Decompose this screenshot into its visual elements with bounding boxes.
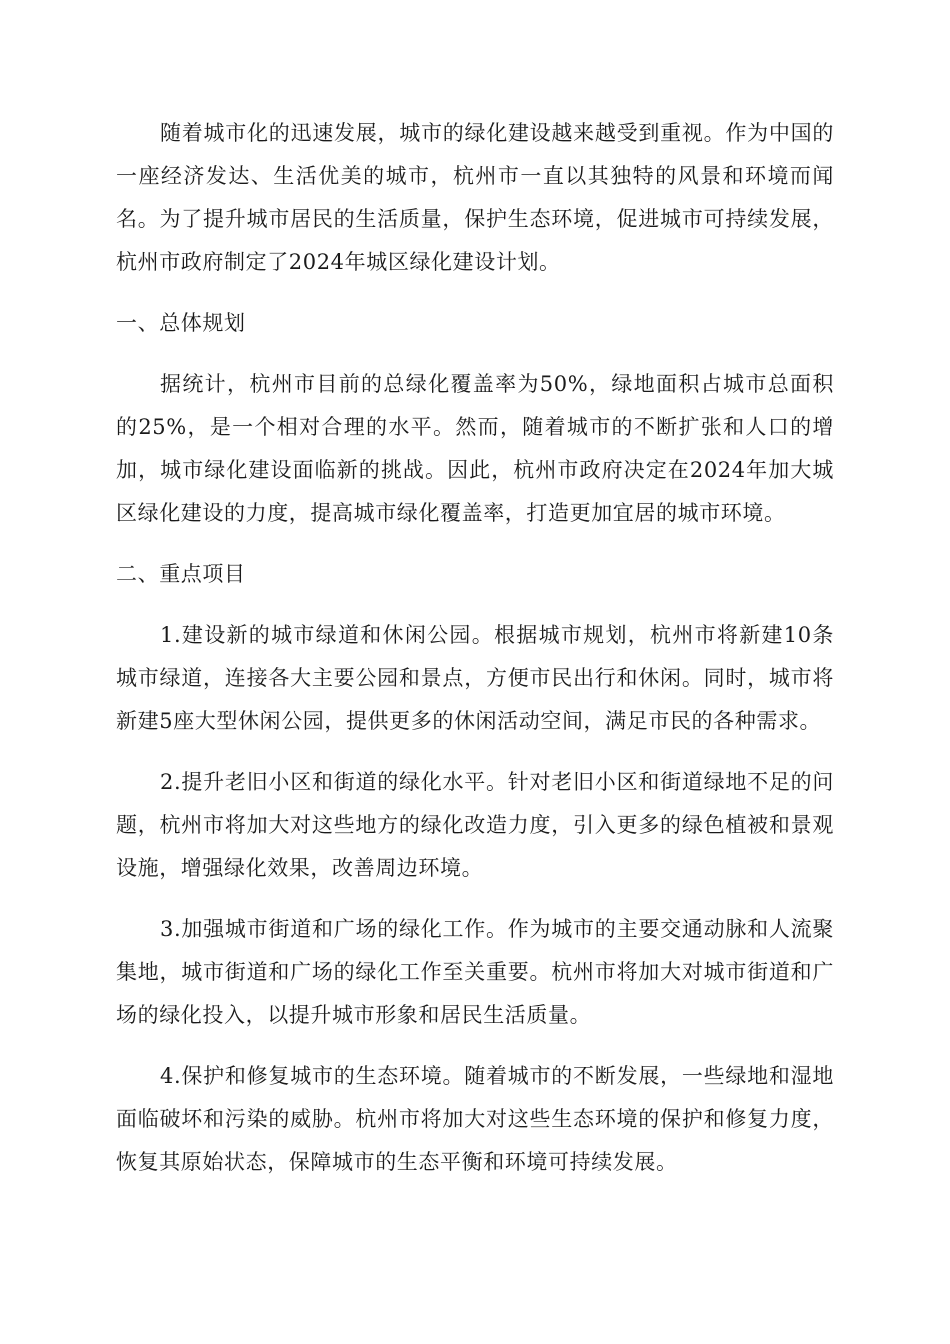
section1-paragraph: 据统计，杭州市目前的总绿化覆盖率为50%，绿地面积占城市总面积的25%，是一个相对合理的水平。然而，随着城市的不断扩张和人口的增加，城市绿化建设面临新的挑战。因此，杭州市政府决定在2024年加大城区绿化建设的力度，提高城市绿化覆盖率，打造更加宜居的城市环境。 — [116, 372, 834, 525]
section-heading-key-projects: 二、重点项目 — [116, 562, 246, 586]
project-item-4: 4.保护和修复城市的生态环境。随着城市的不断发展，一些绿地和湿地面临破坏和污染的威胁。杭州市将加大对这些生态环境的保护和修复力度，恢复其原始状态，保障城市的生态平衡和环境可持续发展。 — [116, 1064, 834, 1174]
project-item-1: 1.建设新的城市绿道和休闲公园。根据城市规划，杭州市将新建10条城市绿道，连接各大主要公园和景点，方便市民出行和休闲。同时，城市将新建5座大型休闲公园，提供更多的休闲活动空间，满足市民的各种需求。 — [116, 623, 834, 733]
intro-paragraph: 随着城市化的迅速发展，城市的绿化建设越来越受到重视。作为中国的一座经济发达、生活优美的城市，杭州市一直以其独特的风景和环境而闻名。为了提升城市居民的生活质量，保护生态环境，促进城市可持续发展，杭州市政府制定了2024年城区绿化建设计划。 — [116, 121, 834, 274]
section-heading-overall-plan: 一、总体规划 — [116, 311, 246, 335]
document-body — [116, 112, 834, 1184]
project-item-3: 3.加强城市街道和广场的绿化工作。作为城市的主要交通动脉和人流聚集地，城市街道和广场的绿化工作至关重要。杭州市将加大对城市街道和广场的绿化投入，以提升城市形象和居民生活质量。 — [116, 917, 834, 1027]
project-item-2: 2.提升老旧小区和街道的绿化水平。针对老旧小区和街道绿地不足的问题，杭州市将加大对这些地方的绿化改造力度，引入更多的绿色植被和景观设施，增强绿化效果，改善周边环境。 — [116, 770, 834, 880]
